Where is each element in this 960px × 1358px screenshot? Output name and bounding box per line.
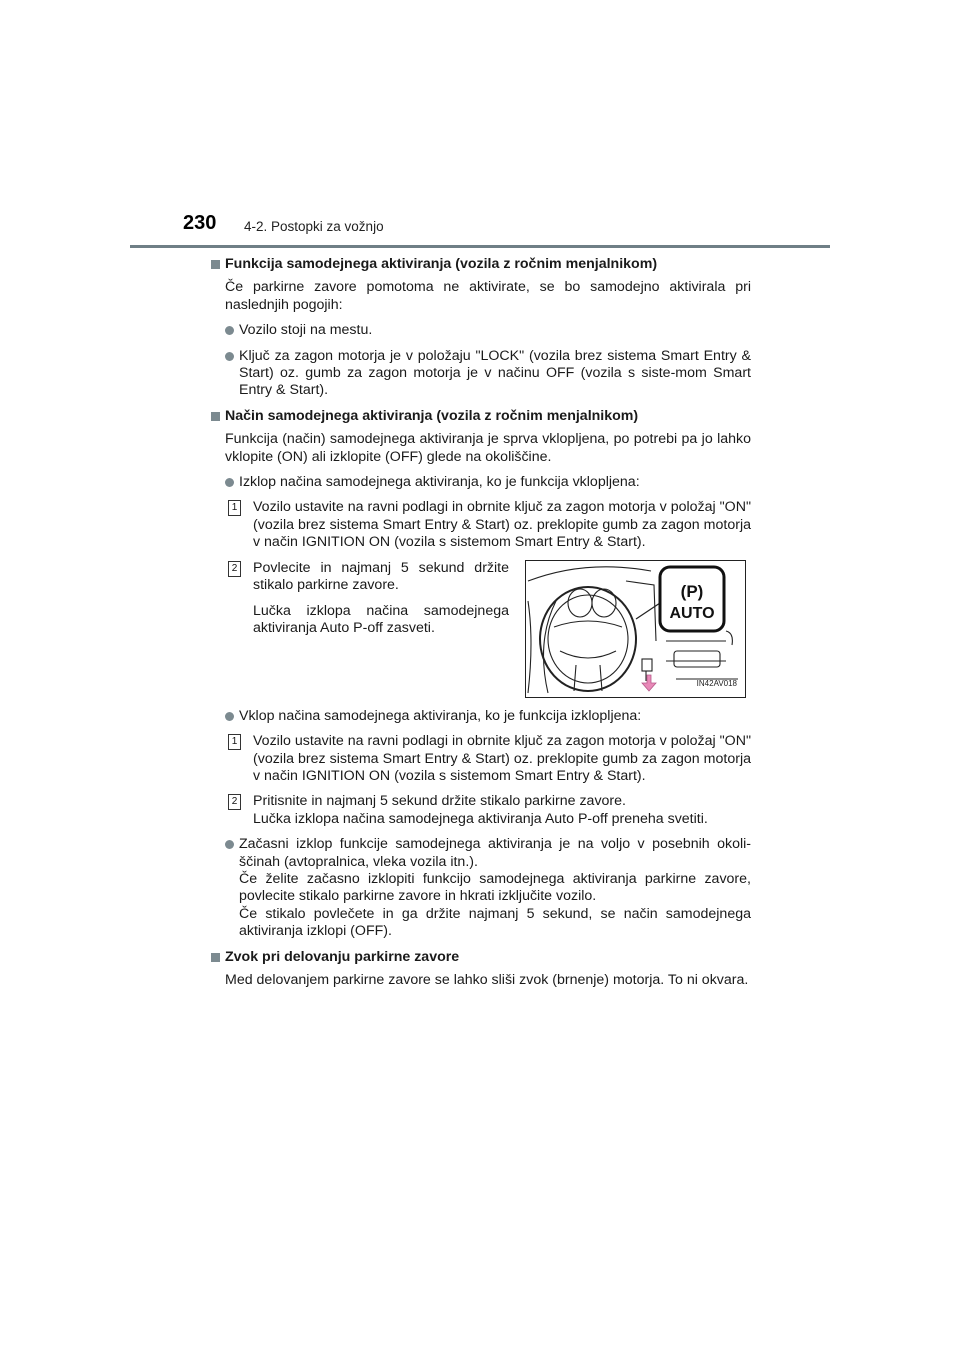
step-item: 1 Vozilo ustavite na ravni podlagi in obrnite ključ za zagon motorja v položaj "ON" (vozila brez sistema Smart Entry & Start) oz. preklopite gumb za zagon motorja v način IGNITION ON (vozila s sistemom Smart Entry & Start). <box>211 499 751 551</box>
step-number: 1 <box>228 734 241 750</box>
step-number: 2 <box>228 561 241 577</box>
page-header <box>183 214 823 240</box>
round-bullet-icon <box>225 840 234 849</box>
step-text: Povlecite in najmanj 5 sekund držite stikalo parkirne zavore. Lučka izklopa načina samodejnega aktiviranja Auto P-off zasveti. <box>253 559 509 636</box>
header-rule <box>130 245 830 248</box>
auto-mode-section <box>211 408 751 941</box>
sound-section <box>211 949 751 990</box>
step-number: 1 <box>228 500 241 516</box>
square-bullet-icon <box>211 260 220 269</box>
paragraph: Med delovanjem parkirne zavore se lahko sliši zvok (brnenje) motorja. To ni okvara. <box>225 971 749 988</box>
round-bullet-icon <box>225 352 234 361</box>
square-bullet-icon <box>211 412 220 421</box>
paragraph: Če parkirne zavore pomotoma ne aktivirate, se bo samodejno aktivirala pri naslednjih pogojih: <box>225 279 751 313</box>
section-heading: Funkcija samodejnega aktiviranja (vozila z ročnim menjalnikom) <box>211 256 751 273</box>
pull-arrow-icon <box>642 675 656 691</box>
round-bullet-icon <box>225 326 234 335</box>
section-title: 4-2. Postopki za vožnjo <box>244 219 384 234</box>
list-item: Začasni izklop funkcije samodejnega aktiviranja je na voljo v posebnih okoli-ščinah (avtopralnica, vleka vozila itn.). Če želite začasno izklopiti funkcijo samodejnega aktiviranja parkirne zavore, povlecite stikalo parkirne zavore in hkrati izključite vozilo. Če stikalo povlečete in ga držite najmanj 5 sekund, se način samodejnega aktiviranja izklopi (OFF). <box>211 836 751 940</box>
step-with-figure <box>211 560 751 700</box>
round-bullet-icon <box>225 712 234 721</box>
round-bullet-icon <box>225 478 234 487</box>
figure-code: IN42AV018 <box>696 679 737 689</box>
parking-brake-figure <box>525 560 746 698</box>
list-item: Vozilo stoji na mestu. <box>211 322 751 339</box>
list-item: Vklop načina samodejnega aktiviranja, ko je funkcija izklopljena: <box>211 708 751 725</box>
section-heading: Zvok pri delovanju parkirne zavore <box>211 949 751 966</box>
page-content <box>211 256 751 997</box>
paragraph: Funkcija (način) samodejnega aktiviranja je sprva vklopljena, po potrebi pa jo lahko vklopite (ON) ali izklopite (OFF) glede na okoliščine. <box>225 431 751 465</box>
section-heading: Način samodejnega aktiviranja (vozila z ročnim menjalnikom) <box>211 408 751 425</box>
indicator-top-text: (P) <box>680 581 704 601</box>
step-number: 2 <box>228 794 241 810</box>
step-item: 1 Vozilo ustavite na ravni podlagi in obrnite ključ za zagon motorja v položaj "ON" (vozila brez sistema Smart Entry & Start) oz. preklopite gumb za zagon motorja v način IGNITION ON (vozila s sistemom Smart Entry & Start). <box>211 733 751 785</box>
list-item: Izklop načina samodejnega aktiviranja, ko je funkcija vklopljena: <box>211 474 751 491</box>
auto-activation-section <box>211 256 751 400</box>
list-item: Ključ za zagon motorja je v položaju "LOCK" (vozila brez sistema Smart Entry & Start) oz. gumb za zagon motorja je v načinu OFF (vozila s siste-mom Smart Entry & Start). <box>211 348 751 400</box>
page-number: 230 <box>183 212 217 234</box>
indicator-bottom-text: AUTO <box>669 604 715 622</box>
square-bullet-icon <box>211 953 220 962</box>
step-item: 2 Pritisnite in najmanj 5 sekund držite stikalo parkirne zavore. Lučka izklopa načina samodejnega aktiviranja Auto P-off preneha svetiti. <box>211 793 751 828</box>
